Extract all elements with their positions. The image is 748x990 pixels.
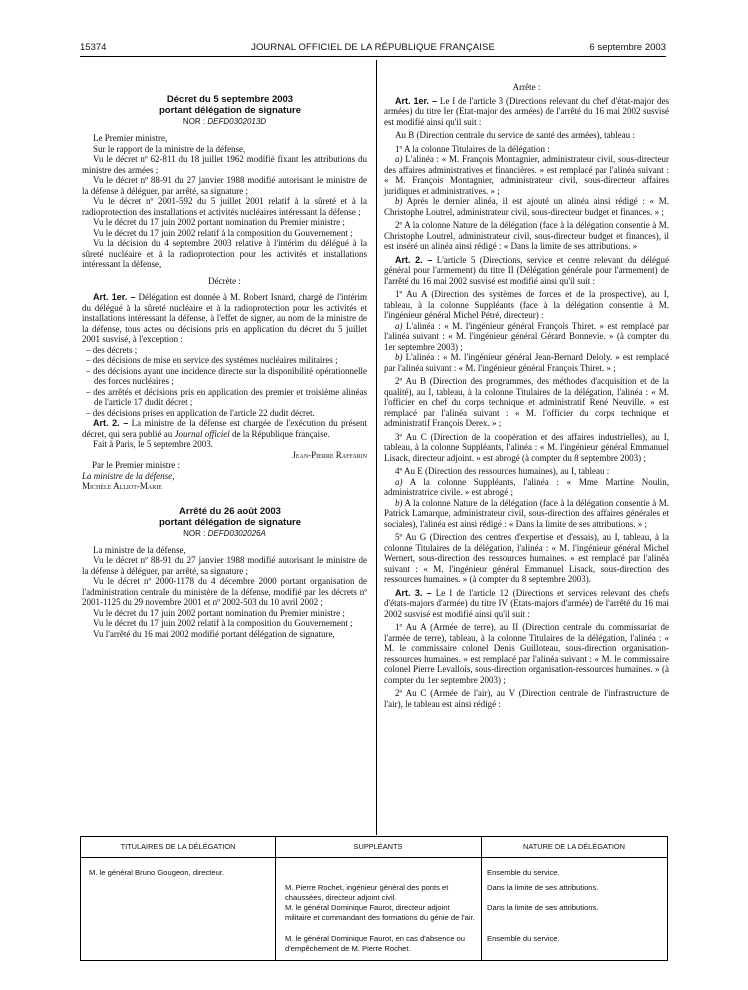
decree-fait: Fait à Paris, le 5 septembre 2003. xyxy=(93,439,213,449)
arrete-para: Vu le décret du 17 juin 2002 portant nomination du Premier ministre ; xyxy=(93,607,345,618)
table-cell-titulaire: M. le général Bruno Gougeon, directeur. xyxy=(89,868,225,877)
arrete-article-2: Art. 2. – L'article 5 (Directions, service et centre relevant du délégué général pour l'armement) du titre II (Délégation générale pour l'armement) de l'arrêté du 16 mai 2002 susvisé est modifié ainsi qu'il suit : xyxy=(384,254,670,286)
decree-title-line1: Décret du 5 septembre 2003 xyxy=(166,94,294,105)
column-divider xyxy=(376,60,377,835)
decree-title-line2: portant délégation de signature xyxy=(159,105,301,116)
decrete-word: Décrète : xyxy=(208,275,241,286)
table-cell-suppleant: M. Pierre Rochet, ingénieur général des ponts et chaussées, directeur adjoint civil. xyxy=(285,883,449,902)
minister-name: Michèle Alliot-Marie xyxy=(82,481,162,491)
decree-signatory: Jean-Pierre Raffarin xyxy=(292,449,367,460)
arrete-para: 3º Au C (Direction de la coopération et des affaires industrielles), au I, tableau, à la colonne Suppléants, l'alinéa : « M. l'ingénieur général Emmanuel Lisack, directeur adjoint. » est abrogé (à compter du 8 septembre 2003) ; xyxy=(384,431,669,463)
arrete-para: La ministre de la défense, xyxy=(93,544,186,555)
arrete-para: a) L'alinéa : « M. l'ingénieur général François Thiret. » est remplacé par l'alinéa suivant : « M. l'ingénieur général Gérard Bonnevie. » (à compter du 1er septembre 2003) ; xyxy=(384,320,669,352)
arrete-article-3: Art. 3. – Le I de l'article 12 (Directions et services relevant des chefs d'états-majors d'armée) du titre IV (Etats-majors d'armée) de l'arrêté du 16 mai 2002 susvisé est modifié ainsi qu'il suit : xyxy=(384,587,670,619)
arrete-para: b) Après le dernier alinéa, il est ajouté un alinéa ainsi rédigé : « M. Christophe Loutrel, administrateur civil, sous-directeur budget et finances. » ; xyxy=(384,196,669,217)
page-header xyxy=(80,42,666,56)
exception-item: – des décrets ; xyxy=(86,344,138,355)
exception-item: – des décisions ayant une incidence directe sur la disponibilité opérationnelle des forces nucléaires ; xyxy=(86,365,367,386)
table-header-titulaires: TITULAIRES DE LA DÉLÉGATION xyxy=(81,837,275,858)
arrete-para: b) A la colonne Nature de la délégation (face à la délégation consentie à M. Patrick Lamarque, administrateur civil, sous-direction des affaires générales et sociales), l'alinéa est ainsi rédigé : « Dans la limite de ses attributions. » ; xyxy=(384,497,669,529)
arrete-para: 2º Au C (Armée de l'air), au V (Direction centrale de l'infrastructure de l'air), le tableau est ainsi rédigé : xyxy=(384,688,669,709)
arrete-para: Vu le décret nº 2000-1178 du 4 décembre 2000 portant organisation de l'administration centrale du ministère de la défense, modifié par les décrets nº 2001-1125 du 29 novembre 2001 et nº 2002-503 du 10 avril 2002 ; xyxy=(82,576,367,607)
page-number: 15374 xyxy=(80,42,107,53)
table-cell-suppleant: M. le général Dominique Faurot, en cas d'absence ou d'empêchement de M. Pierre Rochet. xyxy=(285,934,466,953)
right-column xyxy=(384,82,669,709)
arrete-para: 2º A la colonne Nature de la délégation (face à la délégation consentie à M. Christophe Loutrel, administrateur civil, sous-directeur budget et finances), il est inséré un alinéa ainsi rédigé : « Dans la limite de ses attributions. » xyxy=(384,220,669,251)
decree-para: Vu le décret du 17 juin 2002 portant nomination du Premier ministre ; xyxy=(93,217,345,227)
decree-para: Vu le décret nº 2001-592 du 5 juillet 2001 relatif à la sûreté et à la radioprotection des installations et activités nucléaires intéressant la défense ; xyxy=(82,196,367,217)
decree-para: Sur le rapport de la ministre de la défense, xyxy=(93,143,246,154)
arrete-para: a) A la colonne Suppléants, l'alinéa : « Mme Martine Noulin, administratrice civile. » est abrogé ; xyxy=(384,476,669,497)
arrete-nor: NOR : DEFD0302026A xyxy=(183,528,266,538)
delegation-table xyxy=(80,836,668,961)
arrete-para: 2º Au B (Direction des programmes, des méthodes d'acquisition et de la qualité), au I, tableau, à la colonne Titulaires de la délégation, l'alinéa : « M. l'officier en chef du corps technique et administratif René Neuville. » est remplacé par l'alinéa suivant : « M. l'officier du corps technique et administratif François Derex. » ; xyxy=(384,376,669,428)
table-divider xyxy=(481,837,482,960)
journal-title: JOURNAL OFFICIEL DE LA RÉPUBLIQUE FRANÇAISE xyxy=(251,42,495,53)
decree-nor: NOR : DEFD0302013D xyxy=(182,117,267,126)
arrete-word: Arrête : xyxy=(512,82,541,92)
arrete-para: a) L'alinéa : « M. François Montagnier, administrateur civil, sous-directeur des affaires administratives et financières. » est remplacé par l'alinéa suivant : « M. François Montagnier, administrateur civil, sous-directeur affaires juridiques et administratives. » ; xyxy=(384,154,669,196)
arrete-para: 4º Au E (Direction des ressources humaines), au I, tableau : xyxy=(395,466,610,476)
arrete-para: 1º Au A (Armée de terre), au II (Direction centrale du commissariat de l'armée de terre), tableau, à la colonne Titulaires de la délégation, l'alinéa : « M. le commissaire colonel Denis Guilloteau, sous-direction organisation-ressources humaines. » est remplacé par l'alinéa suivant : « M. le commissaire colonel Pierre Levallois, sous-direction organisation-ressources humaines. » (à compter du 1er septembre 2003) ; xyxy=(384,622,669,685)
arrete-para: Vu l'arrêté du 16 mai 2002 modifié portant délégation de signature, xyxy=(93,628,335,639)
table-cell-suppleant: M. le général Dominique Faurot, directeur adjoint militaire et commandant des formations du génie de l'air. xyxy=(285,903,475,922)
table-divider xyxy=(275,837,276,960)
minister-title: La ministre de la défense, xyxy=(82,470,175,481)
issue-date: 6 septembre 2003 xyxy=(589,42,666,53)
table-cell-nature: Dans la limite de ses attributions. xyxy=(487,903,599,912)
arrete-article-1: Art. 1er. – Le I de l'article 3 (Directions relevant du chef d'état-major des armées) du titre Ier (Etat-major des armées) de l'arrêté du 16 mai 2002 susvisé est modifié ainsi qu'il suit : xyxy=(384,95,669,127)
arrete-para: Vu le décret nº 88-91 du 27 janvier 1988 modifié autorisant le ministre de la défense à déléguer, par arrêté, sa signature ; xyxy=(82,555,367,576)
arrete-para: Vu le décret du 17 juin 2002 relatif à la composition du Gouvernement ; xyxy=(93,618,353,628)
exception-item: – des décisions de mise en service des systèmes nucléaires militaires ; xyxy=(86,355,338,365)
decree-para: Vu la décision du 4 septembre 2003 relative à l'intérim du délégué à la sûreté nucléaire et à la radioprotection pour les activités et installations intéressant la défense, xyxy=(82,238,367,269)
table-cell-nature: Ensemble du service. xyxy=(487,868,560,877)
table-cell-nature: Dans la limite de ses attributions. xyxy=(487,883,599,892)
left-column xyxy=(82,94,367,639)
decree-par-le: Par le Premier ministre : xyxy=(92,460,180,470)
arrete-para: 5º Au G (Direction des centres d'expertise et d'essais), au I, tableau, à la colonne Titulaires de la délégation, l'alinéa : « M. l'ingénieur général Michel Wernert, sous-direction des ressources humaines. » est remplacé par l'alinéa suivant : « M. l'ingénieur général Emmanuel Lisack, sous-direction des ressources humaines. » (à compter du 8 septembre 2003). xyxy=(384,532,669,584)
decree-article-1: Art. 1er. – Délégation est donnée à M. Robert Isnard, chargé de l'intérim du délégué à la sûreté nucléaire et à la radioprotection pour les activités et installations intéressant la défense, à l'effet de signer, au nom de la ministre de la défense, tous actes ou décisions pris en application du décret du 5 juillet 2001 susvisé, à l'exception : xyxy=(82,292,367,344)
decree-para: Vu le décret nº 62-811 du 18 juillet 1962 modifié fixant les attributions du ministre des armées ; xyxy=(82,154,367,175)
arrete-para: 1º Au A (Direction des systèmes de forces et de la prospective), au I, tableau, à la colonne Suppléants (face à la délégation consentie à M. l'ingénieur général Michel Pétré, directeur) : xyxy=(384,289,669,320)
arrete-title-line1: Arrêté du 26 août 2003 xyxy=(179,505,281,517)
exception-item: – des arrêtés et décisions pris en application des premier et troisième alinéas de l'article 17 dudit décret ; xyxy=(86,386,367,407)
table-cell-nature: Ensemble du service. xyxy=(487,934,560,943)
table-header-nature: NATURE DE LA DÉLÉGATION xyxy=(481,837,667,858)
decree-article-2: Art. 2. – La ministre de la défense est chargée de l'exécution du présent décret, qui sera publié au Journal officiel de la République française. xyxy=(82,418,367,439)
arrete-title-line2: portant délégation de signature xyxy=(159,516,301,528)
decree-para: Vu le décret du 17 juin 2002 relatif à la composition du Gouvernement ; xyxy=(93,227,353,238)
header-rule xyxy=(80,56,666,57)
decree-para: Le Premier ministre, xyxy=(93,133,168,143)
arrete-para: b) L'alinéa : « M. l'ingénieur général Jean-Bernard Deloly. » est remplacé par l'alinéa suivant : « M. l'ingénieur général François Thiret. » ; xyxy=(384,352,669,373)
arrete-para: 1º A la colonne Titulaires de la délégation : xyxy=(395,143,550,154)
decree-para: Vu le décret nº 88-91 du 27 janvier 1988 modifié autorisant le ministre de la défense à déléguer, par arrêté, sa signature ; xyxy=(82,175,367,196)
arrete-para: Au B (Direction centrale du service de santé des armées), tableau : xyxy=(395,130,635,140)
table-header-suppleants: SUPPLÉANTS xyxy=(275,837,481,858)
exception-item: – des décisions prises en application de l'article 22 dudit décret. xyxy=(86,407,315,418)
